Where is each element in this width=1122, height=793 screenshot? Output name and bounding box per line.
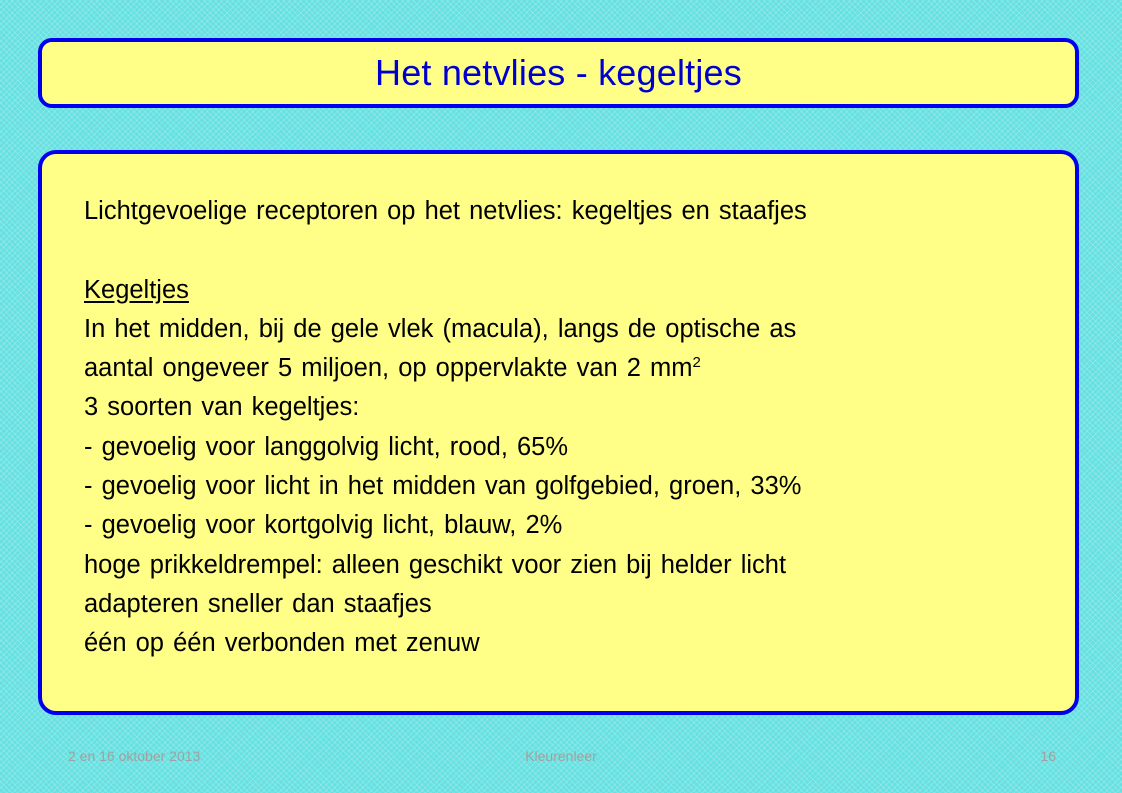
content-line-text: aantal ongeveer 5 miljoen, op oppervlakte van 2 mm (84, 354, 693, 383)
content-line: 3 soorten van kegeltjes: (84, 393, 360, 422)
content-line: één op één verbonden met zenuw (84, 629, 480, 658)
section-heading: Kegeltjes (84, 275, 189, 304)
slide-title: Het netvlies - kegeltjes (375, 52, 742, 93)
content-lines (84, 192, 1045, 664)
content-line: In het midden, bij de gele vlek (macula), langs de optische as (84, 314, 797, 343)
content-line: - gevoelig voor kortgolvig licht, blauw, 2% (84, 511, 563, 540)
content-line: adapteren sneller dan staafjes (84, 589, 432, 618)
footer-page-number: 16 (1040, 748, 1056, 764)
footer-title: Kleurenleer (525, 748, 597, 764)
superscript: 2 (692, 354, 701, 372)
content-box (38, 150, 1079, 715)
intro-line: Lichtgevoelige receptoren op het netvlies: kegeltjes en staafjes (84, 197, 807, 225)
content-line: hoge prikkeldrempel: alleen geschikt voor zien bij helder licht (84, 550, 787, 579)
blank-line (84, 231, 1045, 270)
footer-date: 2 en 16 oktober 2013 (68, 748, 201, 764)
content-line: - gevoelig voor licht in het midden van golfgebied, groen, 33% (84, 472, 802, 501)
content-line-with-superscript (84, 349, 1045, 388)
content-line: - gevoelig voor langgolvig licht, rood, 65% (84, 432, 569, 461)
title-box (38, 38, 1079, 108)
